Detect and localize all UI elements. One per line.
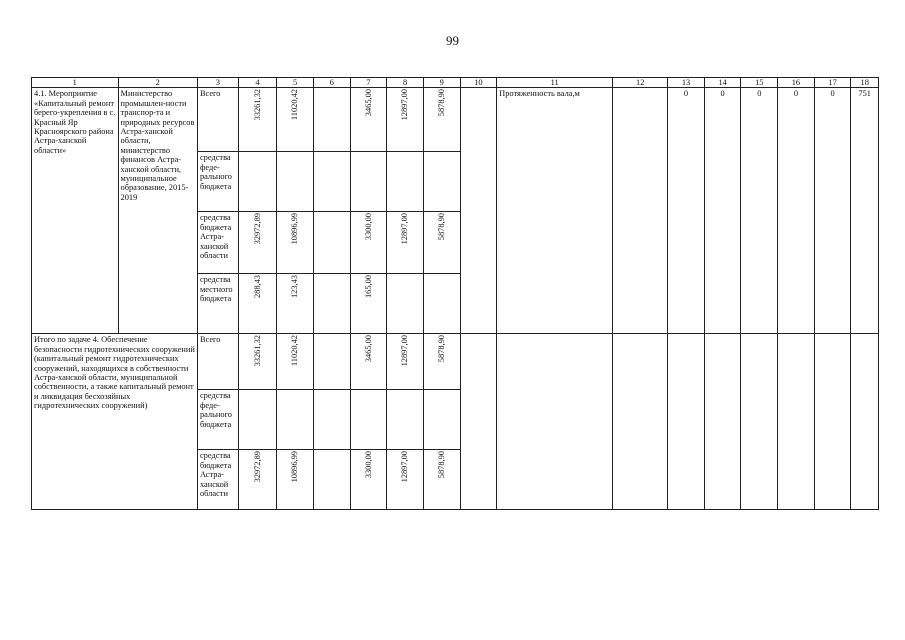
col-header: 12 [613, 78, 668, 88]
indicator-value: 0 [668, 88, 705, 334]
empty-cell [814, 334, 851, 510]
col-header: 18 [851, 78, 879, 88]
col-header: 17 [814, 78, 851, 88]
col-header: 8 [387, 78, 424, 88]
amount-cell: 5878,90 [437, 213, 446, 241]
amount-cell: 10896,99 [290, 451, 300, 483]
amount-cell: 12897,00 [400, 451, 410, 483]
col-header: 15 [741, 78, 778, 88]
funding-source: средства бюджета Астра-ханской области [197, 450, 238, 510]
indicator-value: 0 [704, 88, 741, 334]
col-header: 10 [460, 78, 497, 88]
page-number: 99 [446, 33, 459, 48]
program-table [31, 77, 879, 510]
indicator-name: Протяженность вала,м [497, 88, 613, 334]
indicator-value: 0 [778, 88, 815, 334]
amount-cell: 11020,42 [290, 89, 300, 121]
amount-cell: 288,43 [252, 275, 262, 299]
funding-source: средства бюджета Астра-ханской области [197, 212, 238, 274]
amount-cell: 3300,00 [363, 213, 373, 241]
funding-source: средства местного бюджета [197, 274, 238, 334]
col-header: 11 [497, 78, 613, 88]
col-header: 6 [313, 78, 350, 88]
col-header: 9 [423, 78, 460, 88]
amount-cell: 12897,00 [400, 335, 410, 367]
col-header: 4 [238, 78, 277, 88]
empty-cell [704, 334, 741, 510]
col-header: 3 [197, 78, 238, 88]
measure-executor: Министерство промышлен-ности транспор-та и природных ресурсов Астра-ханской области, министерство финансов Астра-ханской области, муниципальное образование, 2015-2019 [118, 88, 197, 334]
col-header: 2 [118, 78, 197, 88]
empty-cell [460, 88, 497, 334]
amount-cell: 12897,00 [400, 213, 410, 245]
amount-cell: 32972,89 [252, 451, 262, 483]
indicator-value: 751 [851, 88, 879, 334]
empty-cell [460, 334, 497, 510]
amount-cell: 12897,00 [400, 89, 410, 121]
empty-cell [613, 334, 668, 510]
funding-source: средства феде-рального бюджета [197, 152, 238, 212]
amount-cell: 165,00 [363, 275, 373, 299]
col-header: 5 [277, 78, 314, 88]
empty-cell [741, 334, 778, 510]
empty-cell [778, 334, 815, 510]
amount-cell: 33261,32 [252, 335, 262, 367]
col-header: 14 [704, 78, 741, 88]
indicator-value: 0 [741, 88, 778, 334]
amount-cell: 5878,90 [437, 451, 446, 479]
empty-cell [851, 334, 879, 510]
col-header: 7 [350, 78, 387, 88]
amount-cell: 3465,00 [363, 89, 373, 117]
column-number-row [32, 78, 879, 88]
funding-source: средства феде-рального бюджета [197, 390, 238, 450]
amount-cell: 33261,32 [252, 89, 262, 121]
amount-cell: 5878,90 [437, 335, 446, 363]
indicator-value: 0 [814, 88, 851, 334]
amount-cell: 3465,00 [363, 335, 373, 363]
col-header: 13 [668, 78, 705, 88]
amount-cell: 10896,99 [290, 213, 300, 245]
table-row [32, 88, 879, 152]
measure-name: 4.1. Мероприятие «Капитальный ремонт берего-укрепления в с. Красный Яр Красноярского района Астра-ханской области» [32, 88, 119, 334]
amount-cell: 5878,90 [437, 89, 446, 117]
amount-cell: 11020,42 [290, 335, 300, 367]
table-row [32, 334, 879, 390]
funding-source: Всего [197, 88, 238, 152]
total-name: Итого по задаче 4. Обеспечение безопасности гидротехнических сооружений (капитальный ремонт гидротехнических сооружений, находящихся в собственности Астра-ханской области, муниципальной собственности, а также капитальный ремонт и ликвидация бесхозяйных гидротехнических сооружений) [32, 334, 198, 510]
amount-cell: 123,43 [290, 275, 300, 299]
col-header: 16 [778, 78, 815, 88]
amount-cell: 3300,00 [363, 451, 373, 479]
amount-cell: 32972,89 [252, 213, 262, 245]
empty-cell [497, 334, 613, 510]
empty-cell [668, 334, 705, 510]
empty-cell [613, 88, 668, 334]
funding-source: Всего [197, 334, 238, 390]
col-header: 1 [32, 78, 119, 88]
